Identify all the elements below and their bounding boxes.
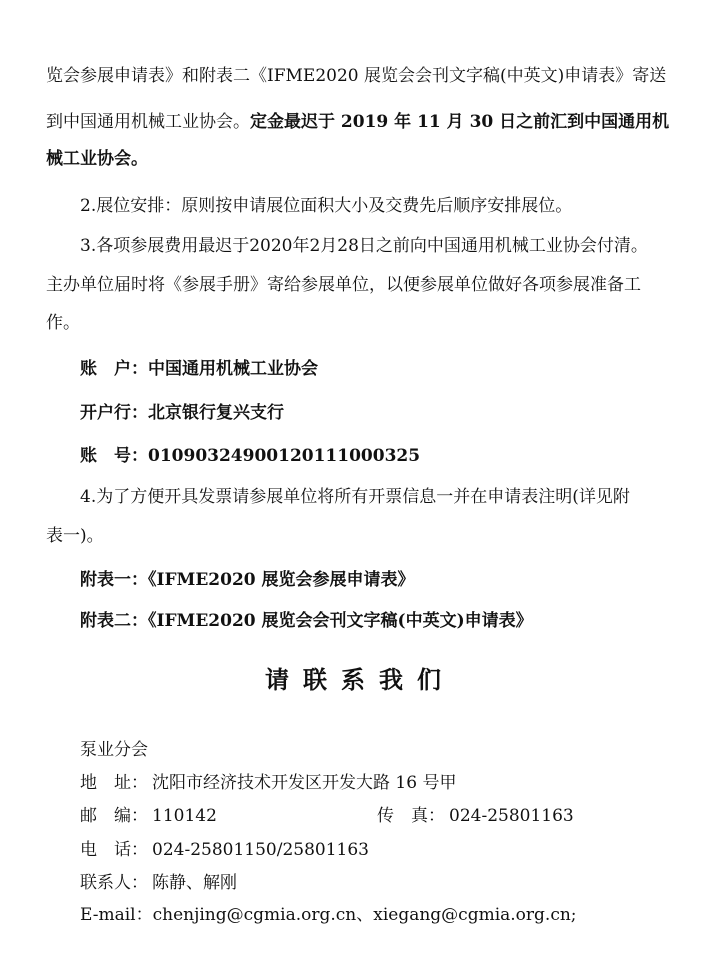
contact-person-value: 陈静、解刚 xyxy=(152,873,237,893)
invoice-item-cont: 表一)。 xyxy=(46,526,104,546)
intro-line-2-text: 到中国通用机械工业协会。 xyxy=(46,112,250,132)
contact-us-title: 请联系我们 xyxy=(265,665,455,694)
fax-row xyxy=(377,804,574,828)
payment-deadline-item-cont: 主办单位届时将《参展手册》寄给参展单位，以便参展单位做好各项参展准备工 xyxy=(46,275,641,295)
invoice-item: 4.为了方便开具发票请参展单位将所有开票信息一并在申请表注明(详见附 xyxy=(80,487,630,507)
branch-name: 泵业分会 xyxy=(80,740,148,760)
booth-arrangement-item: 2.展位安排：原则按申请展位面积大小及交费先后顺序安排展位。 xyxy=(80,196,573,216)
phone-value: 024-25801150/25801163 xyxy=(152,840,369,860)
phone-label: 电 话： xyxy=(80,840,148,860)
address-label: 地 址： xyxy=(80,773,148,793)
email-label: E-mail： xyxy=(80,905,153,925)
bank-name: 开户行：北京银行复兴支行 xyxy=(80,403,284,423)
phone-row xyxy=(80,838,369,862)
email-chenjing[interactable]: chenjing@cgmia.org.cn、 xyxy=(152,905,374,925)
intro-line-1: 览会参展申请表》和附表二《IFME2020 展览会会刊文字稿(中英文)申请表》寄送 xyxy=(46,66,667,86)
payment-deadline-item: 3.各项参展费用最迟于2020年2月28日之前向中国通用机械工业协会付清。 xyxy=(80,236,648,256)
email-xiegang[interactable]: xiegang@cgmia.org.cn; xyxy=(373,905,577,925)
attachment-one: 附表一：《IFME2020 展览会参展申请表》 xyxy=(80,570,415,590)
intro-line-2 xyxy=(46,110,669,134)
postcode-row xyxy=(80,804,217,828)
bank-account-name: 账 户：中国通用机械工业协会 xyxy=(80,359,318,379)
contact-person-label: 联系人： xyxy=(80,873,148,893)
fax-label: 传 真： xyxy=(377,806,445,826)
postcode-value: 110142 xyxy=(152,806,217,826)
payment-deadline-item-end: 作。 xyxy=(46,313,80,333)
deposit-deadline-text-cont: 械工业协会。 xyxy=(46,149,148,169)
deposit-deadline-text: 定金最迟于 2019 年 11 月 30 日之前汇到中国通用机 xyxy=(250,112,670,132)
address-row xyxy=(80,771,456,795)
attachment-two: 附表二：《IFME2020 展览会会刊文字稿(中英文)申请表》 xyxy=(80,611,533,631)
address-value: 沈阳市经济技术开发区开发大路 16 号甲 xyxy=(152,773,457,793)
postcode-label: 邮 编： xyxy=(80,806,148,826)
contact-person-row xyxy=(80,871,237,895)
fax-value: 024-25801163 xyxy=(449,806,574,826)
bank-account-number: 账 号：01090324900120111000325 xyxy=(80,446,421,466)
email-row xyxy=(80,903,577,927)
